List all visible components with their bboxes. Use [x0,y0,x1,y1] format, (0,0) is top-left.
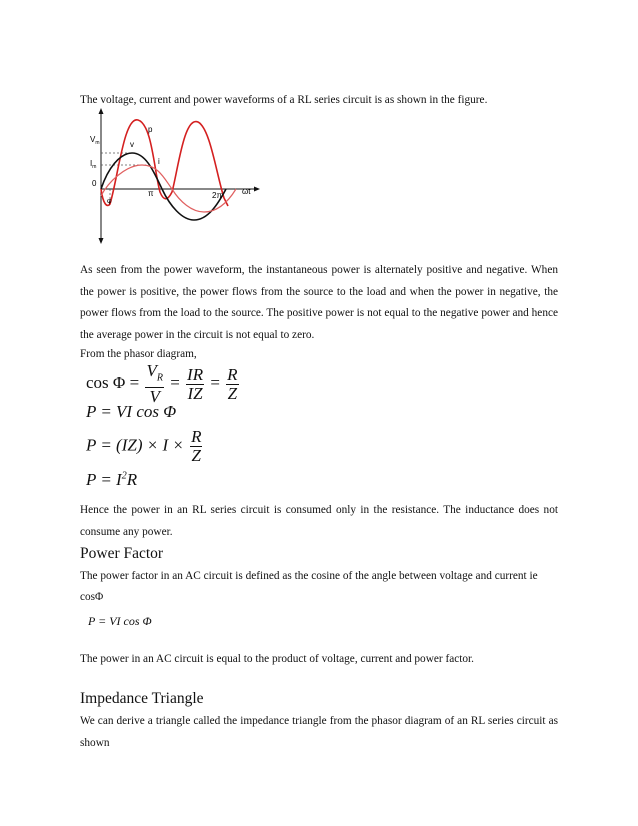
voltage-label: v [130,140,134,149]
heading-impedance-triangle: Impedance Triangle [80,690,204,707]
equation-power-vi: P = VI cos Φ [86,402,177,421]
equation-cos-phi: cos Φ = $\frac{V_R}{V}$ = $\frac{IR}{IZ}$ = $\frac{R}{Z}$ [86,361,238,407]
current-label: i [158,157,160,166]
pi-label: π [148,189,154,198]
two-pi-label: 2π [212,191,222,200]
im-label: $I_m$ [90,159,97,170]
paragraph-resistance: Hence the power in an RL series circuit is consumed only in the resistance. The inductance does not consume any power. [80,504,558,538]
phasor-intro: From the phasor diagram, [80,348,197,360]
power-factor-definition: The power factor in an AC circuit is defined as the cosine of the angle between voltage and current ie [80,570,538,582]
vm-label: $V_m$ [90,135,100,146]
omega-t-label: ωt [242,187,251,196]
origin-label: 0 [92,179,97,188]
paragraph-power-waveform: As seen from the power waveform, the instantaneous power is alternately positive and negative. When the power is positive, the power flows from the source to the load and when the power in negative, the power flows from the load to the source. The positive power is not equal to the negative power and hence the average power in the circuit is not equal to zero. [80,264,558,341]
power-factor-cos: cosΦ [80,591,104,603]
equation-power-iz: P = (IZ) × I × $\frac{R}{Z}$ [86,427,202,465]
impedance-triangle-text: We can derive a triangle called the impedance triangle from the phasor diagram of an RL series circuit as shown [80,715,558,749]
intro-text: The voltage, current and power waveforms of a RL series circuit is as shown in the figure. [80,94,488,106]
equation-power-i2r: $P = I^2R$ [86,470,138,489]
equation-power-factor: P = VI cos Φ [88,614,152,628]
power-factor-summary: The power in an AC circuit is equal to the product of voltage, current and power factor. [80,653,475,665]
phi-label: φ [107,198,112,205]
heading-power-factor: Power Factor [80,545,164,562]
waveform-figure [80,108,270,246]
power-label: p [148,125,153,134]
